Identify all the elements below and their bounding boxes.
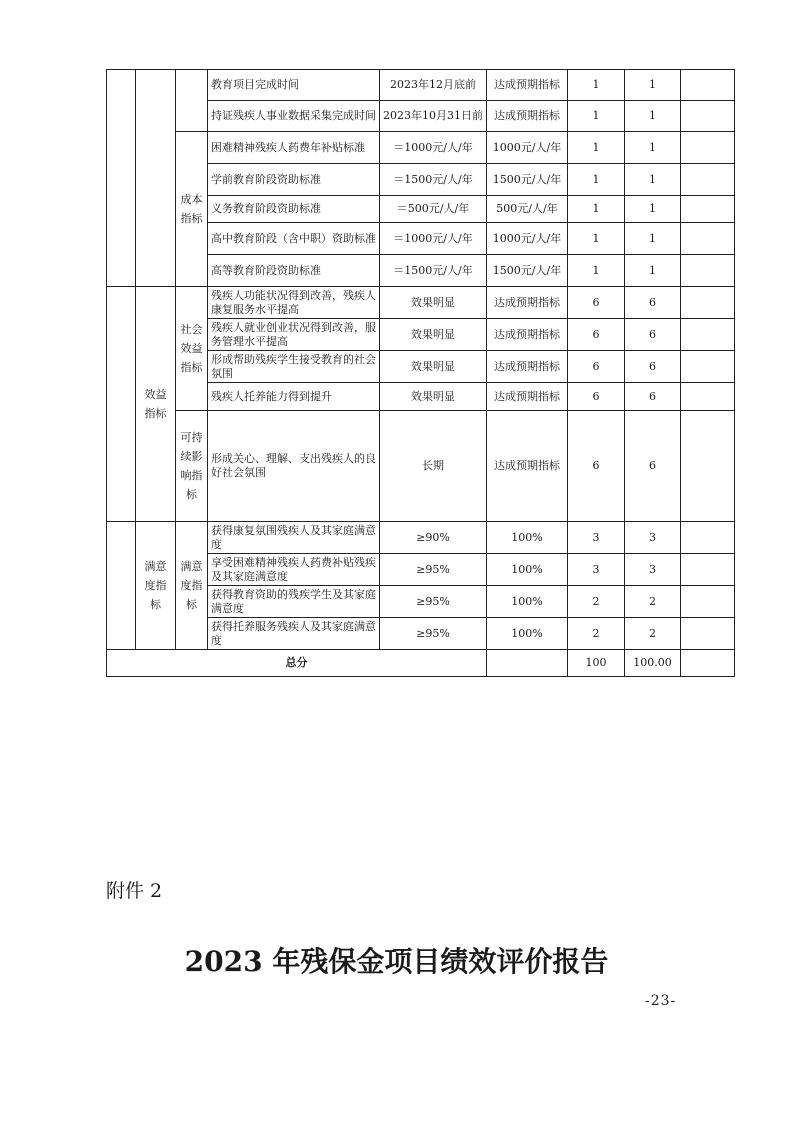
- actual-value-cell: 达成预期指标: [487, 411, 568, 522]
- table-row: [107, 132, 735, 164]
- score-cell: 6: [625, 351, 681, 383]
- target-value-cell: 效果明显: [380, 383, 487, 411]
- score-cell: 1: [625, 164, 681, 196]
- remark-cell: [681, 618, 735, 650]
- weight-cell: 6: [568, 319, 625, 351]
- remark-cell: [681, 287, 735, 319]
- weight-cell: 6: [568, 383, 625, 411]
- indicator-name-cell: 残疾人功能状况得到改善，残疾人康复服务水平提高: [208, 287, 380, 319]
- weight-cell: 3: [568, 554, 625, 586]
- remark-cell: [681, 383, 735, 411]
- score-cell: 1: [625, 196, 681, 223]
- weight-cell: 2: [568, 618, 625, 650]
- actual-value-cell: 100%: [487, 618, 568, 650]
- actual-value-cell: 达成预期指标: [487, 287, 568, 319]
- target-value-cell: 长期: [380, 411, 487, 522]
- indicator-name-cell: 义务教育阶段资助标准: [208, 196, 380, 223]
- target-value-cell: ＝1500元/人/年: [380, 255, 487, 287]
- score-cell: 1: [625, 132, 681, 164]
- score-cell: 1: [625, 70, 681, 101]
- actual-value-cell: 1000元/人/年: [487, 223, 568, 255]
- remark-cell: [681, 586, 735, 618]
- indicator-name-cell: 残疾人托养能力得到提升: [208, 383, 380, 411]
- total-blank-cell: [487, 650, 568, 677]
- indicator-name-cell: 困难精神残疾人药费年补贴标准: [208, 132, 380, 164]
- indicator-name-cell: 残疾人就业创业状况得到改善，服务管理水平提高: [208, 319, 380, 351]
- remark-cell: [681, 351, 735, 383]
- target-value-cell: ≥95%: [380, 618, 487, 650]
- remark-cell: [681, 223, 735, 255]
- annex-label: 附件 2: [106, 880, 163, 902]
- indicator-name-cell: 享受困难精神残疾人药费补贴残疾及其家庭满意度: [208, 554, 380, 586]
- indicator-name-cell: 获得托养服务残疾人及其家庭满意度: [208, 618, 380, 650]
- remark-cell: [681, 319, 735, 351]
- indicator-name-cell: 学前教育阶段资助标准: [208, 164, 380, 196]
- actual-value-cell: 100%: [487, 522, 568, 554]
- score-cell: 3: [625, 554, 681, 586]
- remark-cell: [681, 522, 735, 554]
- level3-indicator-cell: 可持续影响指标: [176, 411, 208, 522]
- level3-indicator-cell: 成本指标: [176, 132, 208, 287]
- level1-indicator-cell: [107, 70, 136, 287]
- target-value-cell: 效果明显: [380, 319, 487, 351]
- target-value-cell: ＝500元/人/年: [380, 196, 487, 223]
- score-cell: 6: [625, 383, 681, 411]
- level2-indicator-cell: 满意度指标: [136, 522, 176, 650]
- level3-indicator-cell: 社会效益指标: [176, 287, 208, 411]
- target-value-cell: ＝1000元/人/年: [380, 132, 487, 164]
- score-cell: 6: [625, 287, 681, 319]
- indicator-name-cell: 形成帮助残疾学生接受教育的社会氛围: [208, 351, 380, 383]
- weight-cell: 6: [568, 287, 625, 319]
- page-number: -23-: [645, 993, 677, 1009]
- weight-cell: 1: [568, 101, 625, 132]
- actual-value-cell: 达成预期指标: [487, 70, 568, 101]
- remark-cell: [681, 255, 735, 287]
- level3-indicator-cell: 满意度指标: [176, 522, 208, 650]
- performance-indicator-table: [106, 69, 735, 677]
- target-value-cell: 效果明显: [380, 351, 487, 383]
- table-row: [107, 522, 735, 554]
- target-value-cell: 2023年12月底前: [380, 70, 487, 101]
- weight-cell: 1: [568, 164, 625, 196]
- remark-cell: [681, 411, 735, 522]
- score-cell: 1: [625, 255, 681, 287]
- score-cell: 6: [625, 319, 681, 351]
- table-row: [107, 287, 735, 319]
- target-value-cell: ＝1000元/人/年: [380, 223, 487, 255]
- table-row: [107, 70, 735, 101]
- total-remark-cell: [681, 650, 735, 677]
- weight-cell: 1: [568, 132, 625, 164]
- weight-cell: 6: [568, 411, 625, 522]
- indicator-name-cell: 获得康复氛围残疾人及其家庭满意度: [208, 522, 380, 554]
- indicator-name-cell: 获得教育资助的残疾学生及其家庭满意度: [208, 586, 380, 618]
- table-body: [107, 70, 735, 677]
- table-row: [107, 411, 735, 522]
- total-weight-cell: 100: [568, 650, 625, 677]
- remark-cell: [681, 132, 735, 164]
- level3-indicator-cell: [176, 70, 208, 132]
- weight-cell: 1: [568, 255, 625, 287]
- level2-indicator-cell: 效益指标: [136, 287, 176, 522]
- actual-value-cell: 达成预期指标: [487, 319, 568, 351]
- target-value-cell: ≥95%: [380, 554, 487, 586]
- score-cell: 1: [625, 223, 681, 255]
- weight-cell: 3: [568, 522, 625, 554]
- actual-value-cell: 100%: [487, 554, 568, 586]
- indicator-name-cell: 形成关心、理解、支出残疾人的良好社会氛围: [208, 411, 380, 522]
- weight-cell: 1: [568, 223, 625, 255]
- level1-indicator-cell: [107, 287, 136, 522]
- weight-cell: 2: [568, 586, 625, 618]
- target-value-cell: 2023年10月31日前: [380, 101, 487, 132]
- actual-value-cell: 1000元/人/年: [487, 132, 568, 164]
- actual-value-cell: 达成预期指标: [487, 351, 568, 383]
- level1-indicator-cell: [107, 522, 136, 650]
- target-value-cell: ＝1500元/人/年: [380, 164, 487, 196]
- actual-value-cell: 1500元/人/年: [487, 255, 568, 287]
- target-value-cell: 效果明显: [380, 287, 487, 319]
- actual-value-cell: 500元/人/年: [487, 196, 568, 223]
- remark-cell: [681, 101, 735, 132]
- report-title: 2023 年残保金项目绩效评价报告: [184, 945, 609, 978]
- indicator-name-cell: 高中教育阶段（含中职）资助标准: [208, 223, 380, 255]
- remark-cell: [681, 196, 735, 223]
- score-cell: 6: [625, 411, 681, 522]
- actual-value-cell: 达成预期指标: [487, 383, 568, 411]
- total-row: [107, 650, 735, 677]
- target-value-cell: ≥90%: [380, 522, 487, 554]
- score-cell: 1: [625, 101, 681, 132]
- remark-cell: [681, 554, 735, 586]
- indicator-name-cell: 持证残疾人事业数据采集完成时间: [208, 101, 380, 132]
- actual-value-cell: 达成预期指标: [487, 101, 568, 132]
- remark-cell: [681, 70, 735, 101]
- indicator-name-cell: 教育项目完成时间: [208, 70, 380, 101]
- weight-cell: 6: [568, 351, 625, 383]
- actual-value-cell: 1500元/人/年: [487, 164, 568, 196]
- total-score-cell: 100.00: [625, 650, 681, 677]
- score-cell: 2: [625, 618, 681, 650]
- score-cell: 3: [625, 522, 681, 554]
- weight-cell: 1: [568, 196, 625, 223]
- total-label-cell: 总分: [107, 650, 487, 677]
- score-cell: 2: [625, 586, 681, 618]
- weight-cell: 1: [568, 70, 625, 101]
- indicator-name-cell: 高等教育阶段资助标准: [208, 255, 380, 287]
- remark-cell: [681, 164, 735, 196]
- actual-value-cell: 100%: [487, 586, 568, 618]
- level2-indicator-cell: [136, 70, 176, 287]
- target-value-cell: ≥95%: [380, 586, 487, 618]
